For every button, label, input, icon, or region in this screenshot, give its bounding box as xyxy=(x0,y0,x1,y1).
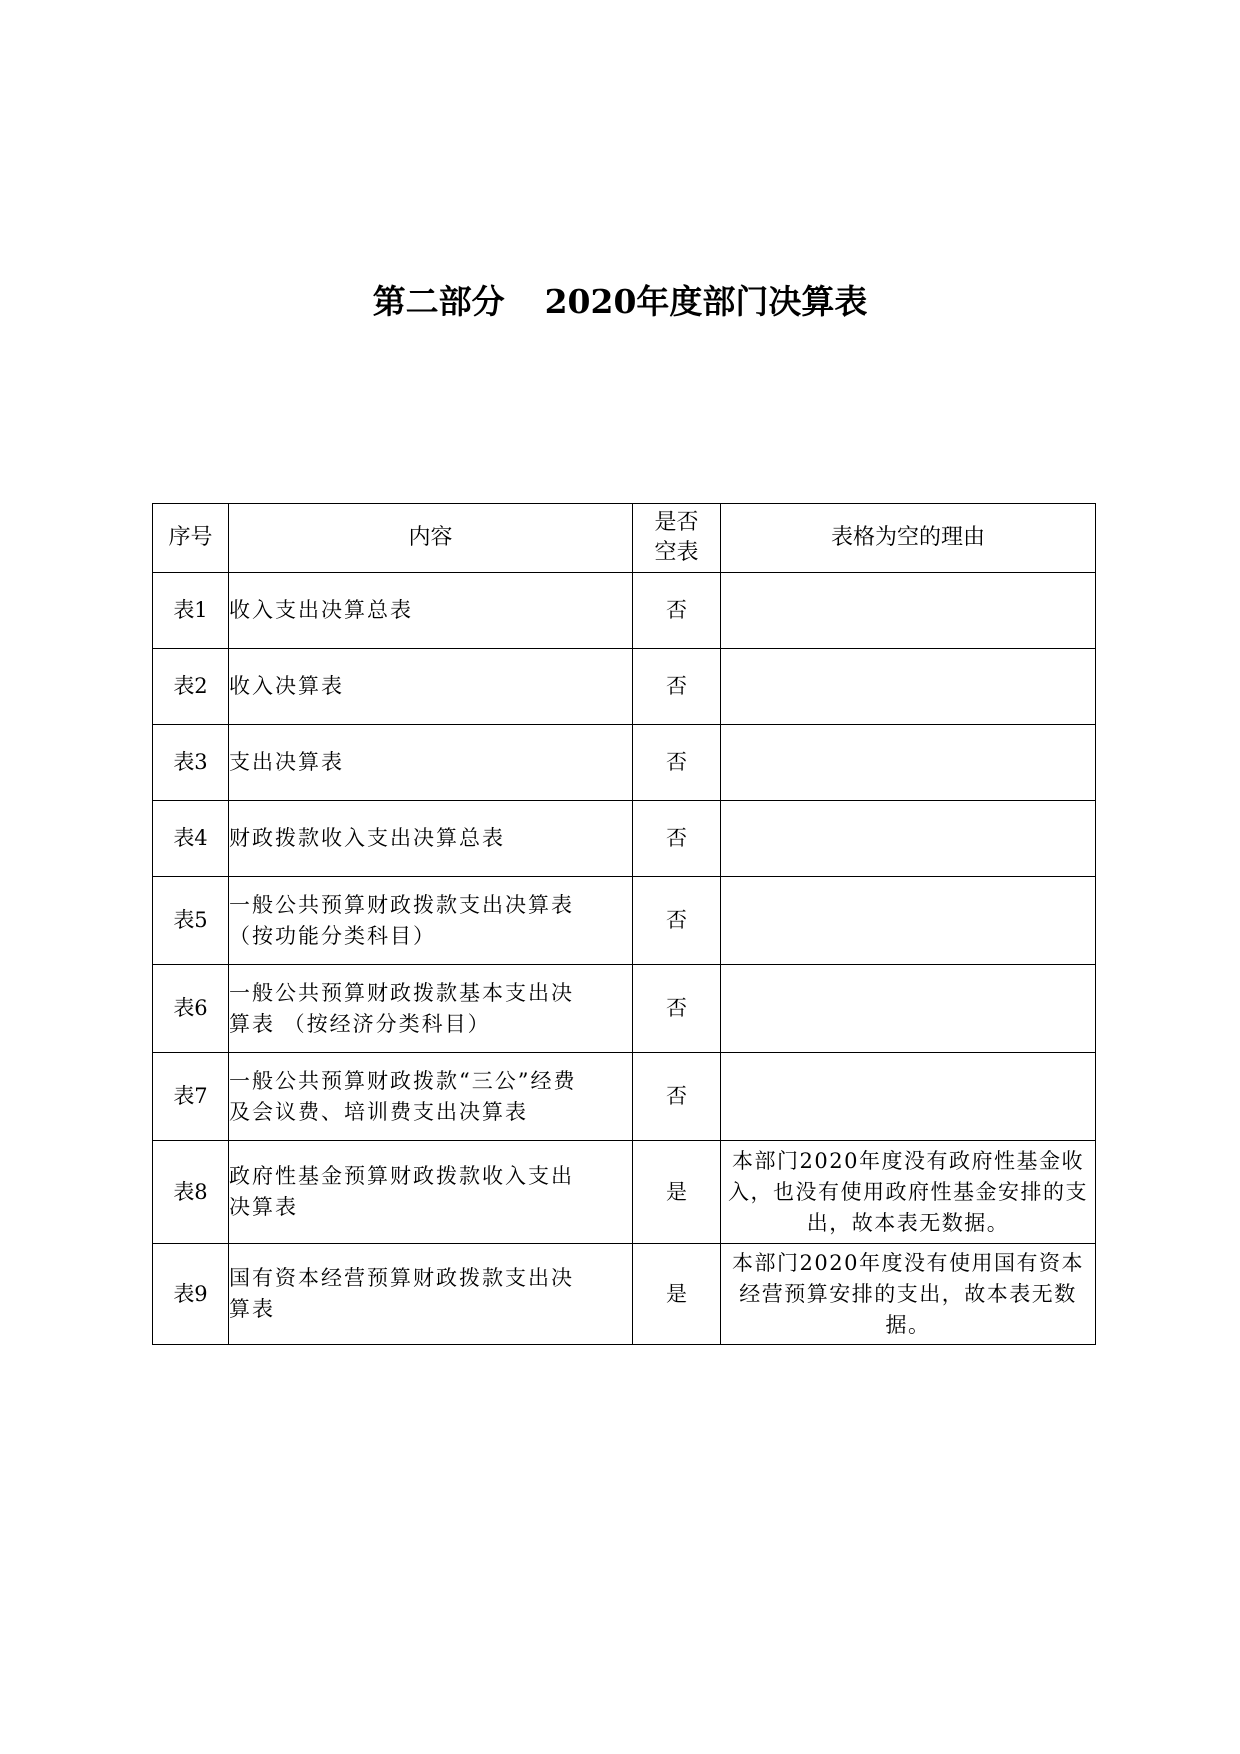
table-row xyxy=(153,801,1096,877)
row-no: 表9 xyxy=(153,1244,229,1345)
row-reason xyxy=(721,877,1096,965)
header-reason: 表格为空的理由 xyxy=(721,504,1096,573)
row-reason xyxy=(721,965,1096,1053)
table-row xyxy=(153,649,1096,725)
title-part: 第二部分 xyxy=(372,282,505,321)
row-content-line2: 算表 xyxy=(229,1297,275,1321)
row-content-line1: 支出决算表 xyxy=(229,750,344,774)
row-content-line2: 算表 （按经济分类科目） xyxy=(229,1011,491,1036)
row-no: 表5 xyxy=(153,877,229,965)
row-content xyxy=(229,1141,633,1244)
row-is-empty: 否 xyxy=(633,1053,721,1141)
table-row xyxy=(153,573,1096,649)
header-is-empty xyxy=(633,504,721,573)
row-content-line1: 一般公共预算财政拨款支出决算表 xyxy=(229,892,574,917)
header-content: 内容 xyxy=(229,504,633,573)
row-is-empty: 否 xyxy=(633,965,721,1053)
row-content-line1: 财政拨款收入支出决算总表 xyxy=(229,826,505,850)
table-row xyxy=(153,877,1096,965)
row-is-empty: 否 xyxy=(633,725,721,801)
row-reason xyxy=(721,1053,1096,1141)
row-is-empty: 是 xyxy=(633,1244,721,1345)
row-reason xyxy=(721,801,1096,877)
row-reason: 本部门2020年度没有使用国有资本经营预算安排的支出，故本表无数据。 xyxy=(721,1244,1096,1345)
table-row xyxy=(153,1141,1096,1244)
table-row xyxy=(153,1053,1096,1141)
row-is-empty: 否 xyxy=(633,649,721,725)
header-is-empty-line2: 空表 xyxy=(654,540,699,565)
row-content xyxy=(229,1244,633,1345)
table-row xyxy=(153,725,1096,801)
header-no: 序号 xyxy=(153,504,229,573)
row-content xyxy=(229,1053,633,1141)
row-content-line1: 政府性基金预算财政拨款收入支出 xyxy=(229,1164,574,1188)
row-reason: 本部门2020年度没有政府性基金收入，也没有使用政府性基金安排的支出，故本表无数据。 xyxy=(721,1141,1096,1244)
row-reason xyxy=(721,725,1096,801)
header-is-empty-line1: 是否 xyxy=(654,510,699,535)
row-content-line2: （按功能分类科目） xyxy=(229,923,436,948)
row-content xyxy=(229,573,633,649)
page-title xyxy=(0,282,1240,322)
row-content-line1: 国有资本经营预算财政拨款支出决 xyxy=(229,1266,574,1290)
row-content xyxy=(229,801,633,877)
row-no: 表1 xyxy=(153,573,229,649)
row-content-line2: 及会议费、培训费支出决算表 xyxy=(229,1099,528,1124)
row-no: 表2 xyxy=(153,649,229,725)
row-no: 表4 xyxy=(153,801,229,877)
row-content-line1: 收入支出决算总表 xyxy=(229,598,413,622)
row-reason xyxy=(721,573,1096,649)
row-no: 表6 xyxy=(153,965,229,1053)
row-is-empty: 否 xyxy=(633,573,721,649)
row-is-empty: 是 xyxy=(633,1141,721,1244)
title-text: 2020年度部门决算表 xyxy=(544,282,868,321)
row-reason xyxy=(721,649,1096,725)
row-no: 表3 xyxy=(153,725,229,801)
row-no: 表7 xyxy=(153,1053,229,1141)
row-content-line2: 决算表 xyxy=(229,1195,298,1219)
row-content-line1: 一般公共预算财政拨款基本支出决 xyxy=(229,980,574,1005)
row-content xyxy=(229,649,633,725)
row-no: 表8 xyxy=(153,1141,229,1244)
table-row xyxy=(153,1244,1096,1345)
row-is-empty: 否 xyxy=(633,877,721,965)
table-row xyxy=(153,965,1096,1053)
tables-summary xyxy=(152,503,1096,1345)
row-content-line1: 收入决算表 xyxy=(229,674,344,698)
row-content xyxy=(229,877,633,965)
row-is-empty: 否 xyxy=(633,801,721,877)
row-content xyxy=(229,965,633,1053)
row-content-line1: 一般公共预算财政拨款“三公”经费 xyxy=(229,1068,577,1093)
table-header-row xyxy=(153,504,1096,573)
row-content xyxy=(229,725,633,801)
